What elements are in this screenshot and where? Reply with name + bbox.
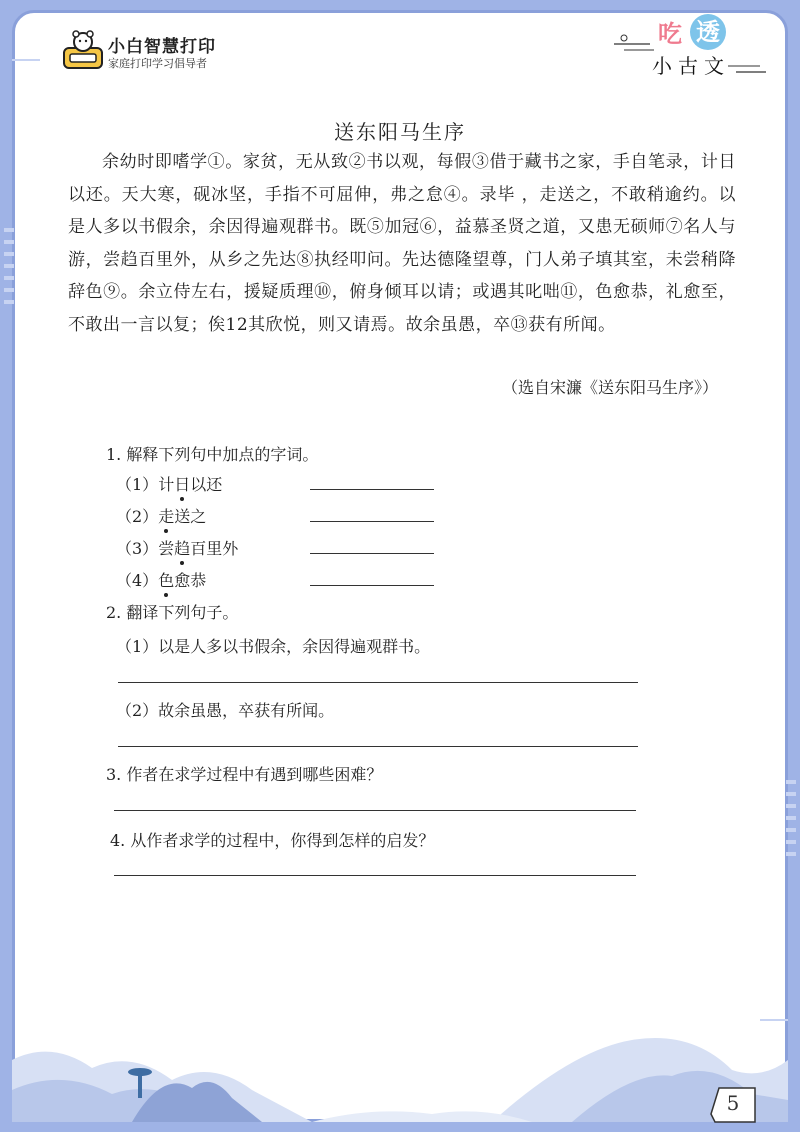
article-title: 送东阳马生序 — [334, 120, 466, 144]
article-passage: 余幼时即嗜学①。家贫，无从致②书以观，每假③借于藏书之家，手自笔录，计日以还。天大寒，砚冰坚，手指不可屈伸，弗之怠④。录毕 ，走送之，不敢稍逾约。以是人多以书假余，余因得遍观群书。既⑤加冠⑥，益慕圣贤之道，又患无硕师⑦名人与游，尝趋百里外，从乡之先达⑧执经叩问。先达德隆望尊，门人弟子填其室，未尝稍降辞色⑨。余立侍左右，援疑质理⑩，俯身倾耳以请；或遇其叱咄⑪，色愈恭，礼愈至，不敢出一言以复；俟12其欣悦，则又请焉。故余虽愚，卒⑬获有所闻。 — [68, 152, 736, 335]
answer-line-2-2[interactable] — [118, 746, 638, 747]
item-number: （3） — [116, 539, 159, 558]
item-text-post: 送之 — [174, 507, 207, 526]
question-1-item — [116, 536, 238, 559]
question-1-title: 1. 解释下列句中加点的字词。 — [106, 445, 319, 464]
item-text-post: 百里外 — [190, 539, 239, 558]
answer-blank-1-4[interactable] — [310, 585, 434, 586]
answer-line-3[interactable] — [114, 810, 636, 811]
dotted-char: 色 — [158, 568, 174, 591]
question-3-title: 3. 作者在求学过程中有遇到哪些困难？ — [106, 765, 383, 784]
brand-logo-icon — [62, 30, 104, 72]
answer-blank-1-2[interactable] — [310, 521, 434, 522]
item-text-pre: 尝 — [158, 539, 175, 558]
answer-line-2-1[interactable] — [118, 682, 638, 683]
article-source: （选自宋濂《送东阳马生序》） — [501, 378, 718, 397]
series-word-tou: 透 — [690, 14, 726, 50]
brand-name: 小白智慧打印 — [108, 37, 216, 57]
question-4-title: 4. 从作者求学的过程中，你得到怎样的启发？ — [110, 831, 435, 850]
question-1-item — [116, 568, 206, 591]
item-number: （2） — [116, 507, 159, 526]
brand-slogan: 家庭打印学习倡导者 — [108, 57, 207, 70]
series-word-xiaoguwen: 小古文 — [652, 54, 730, 78]
question-2-title: 2. 翻译下列句子。 — [106, 603, 239, 622]
answer-blank-1-1[interactable] — [310, 489, 434, 490]
brand-header — [62, 30, 232, 76]
mountain-landscape — [12, 1010, 788, 1122]
dotted-char: 趋 — [174, 536, 190, 559]
item-number: （1） — [116, 475, 159, 494]
page-number: 5 — [726, 1091, 740, 1115]
question-2-sentence-2: （2）故余虽愚，卒获有所闻。 — [116, 701, 335, 720]
answer-line-4[interactable] — [114, 875, 636, 876]
question-1-item — [116, 504, 206, 527]
question-2-sentence-1: （1）以是人多以书假余，余因得遍观群书。 — [116, 637, 431, 656]
answer-blank-1-3[interactable] — [310, 553, 434, 554]
item-text-pre: 计 — [158, 475, 175, 494]
dotted-char: 日 — [174, 472, 190, 495]
series-word-chi: 吃 — [658, 20, 682, 48]
item-number: （4） — [116, 571, 159, 590]
item-text-post: 以还 — [190, 475, 223, 494]
series-logo — [610, 10, 770, 80]
item-text-post: 愈恭 — [174, 571, 207, 590]
question-1-item — [116, 472, 222, 495]
dotted-char: 走 — [158, 504, 174, 527]
